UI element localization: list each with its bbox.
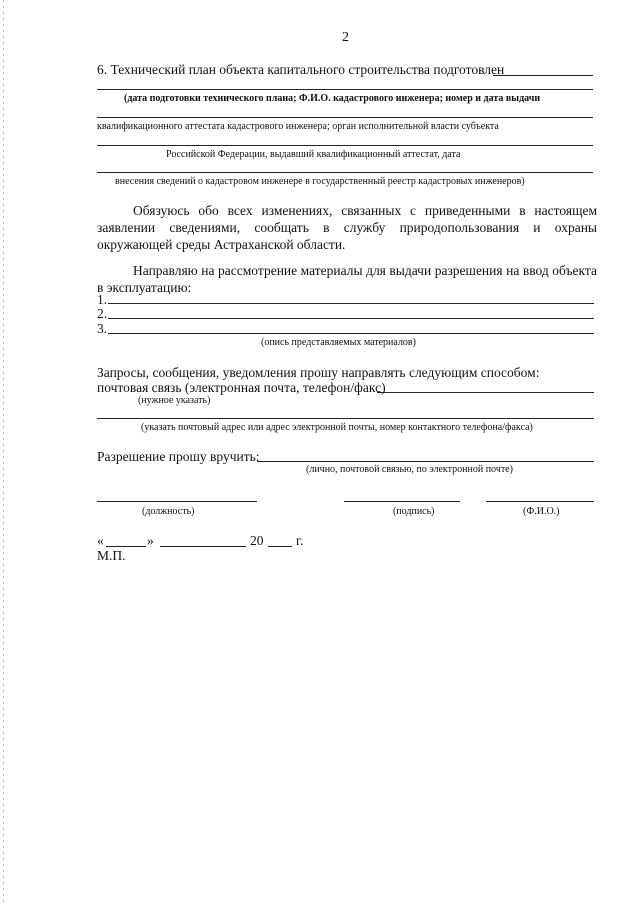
date-close-quote: » xyxy=(147,533,154,548)
date-year-line[interactable] xyxy=(268,546,292,547)
requests-address-line[interactable] xyxy=(97,418,594,419)
requests-method-hint: (нужное указать) xyxy=(138,395,211,406)
section6-hint-2: квалификационного аттестата кадастрового инженера; орган исполнительной власти субъекта xyxy=(97,121,499,132)
obligation-text: Обязуюсь обо всех изменениях, связанных с приведенными в настоящем заявлении сведениями, сообщать в службу природопользования и охраны окружающей среды Астраханской области. xyxy=(97,203,597,252)
name-line[interactable] xyxy=(486,501,594,502)
signature-line[interactable] xyxy=(344,501,460,502)
section6-line-2[interactable] xyxy=(97,117,593,118)
position-line[interactable] xyxy=(97,501,257,502)
delivery-hint: (лично, почтовой связью, по электронной почте) xyxy=(306,464,513,475)
section6-line-4[interactable] xyxy=(97,172,593,173)
materials-item-3-line[interactable] xyxy=(108,333,594,334)
page-number: 2 xyxy=(342,30,349,45)
position-hint: (должность) xyxy=(142,506,195,517)
requests-address-hint: (указать почтовый адрес или адрес электронной почты, номер контактного телефона/факса) xyxy=(141,422,533,433)
requests-method-line[interactable] xyxy=(377,392,594,393)
name-hint: (Ф.И.О.) xyxy=(523,506,560,517)
materials-item-1-number: 1. xyxy=(97,292,108,307)
signature-hint: (подпись) xyxy=(393,506,435,517)
stamp-label: М.П. xyxy=(97,548,126,563)
section6-hint-4: внесения сведений о кадастровом инженере в государственный реестр кадастровых инженеров) xyxy=(115,176,525,187)
materials-item-1-line[interactable] xyxy=(108,303,594,304)
requests-method-label: почтовая связь (электронная почта, телефон/факс) xyxy=(97,380,386,395)
section6-label: 6. Технический план объекта капитального строительства подготовлен xyxy=(97,62,505,77)
materials-item-2-number: 2. xyxy=(97,306,108,321)
date-month-line[interactable] xyxy=(160,546,246,547)
date-open-quote: « xyxy=(97,533,104,548)
materials-item-2-line[interactable] xyxy=(108,318,594,319)
section6-hint-1: (дата подготовки технического плана; Ф.И.О. кадастрового инженера; номер и дата выдачи xyxy=(124,93,541,104)
scan-edge xyxy=(3,0,4,905)
section6-hint-3: Российской Федерации, выдавший квалификационный аттестат, дата xyxy=(166,149,461,160)
materials-intro: Направляю на рассмотрение материалы для выдачи разрешения на ввод объекта в эксплуатацию: xyxy=(97,263,597,295)
materials-item-3-number: 3. xyxy=(97,321,108,336)
materials-paragraph xyxy=(97,262,597,296)
delivery-label: Разрешение прошу вручить: xyxy=(97,449,260,464)
date-year-suffix: г. xyxy=(296,533,304,548)
requests-heading: Запросы, сообщения, уведомления прошу направлять следующим способом: xyxy=(97,365,540,380)
obligation-paragraph xyxy=(97,202,597,253)
delivery-line[interactable] xyxy=(257,461,594,462)
section6-line-1[interactable] xyxy=(97,89,593,90)
section6-line-3[interactable] xyxy=(97,145,593,146)
date-year-prefix: 20 xyxy=(250,533,264,548)
section6-fill-line[interactable] xyxy=(493,75,593,76)
materials-hint: (опись представляемых материалов) xyxy=(261,337,416,348)
date-day-line[interactable] xyxy=(106,546,146,547)
